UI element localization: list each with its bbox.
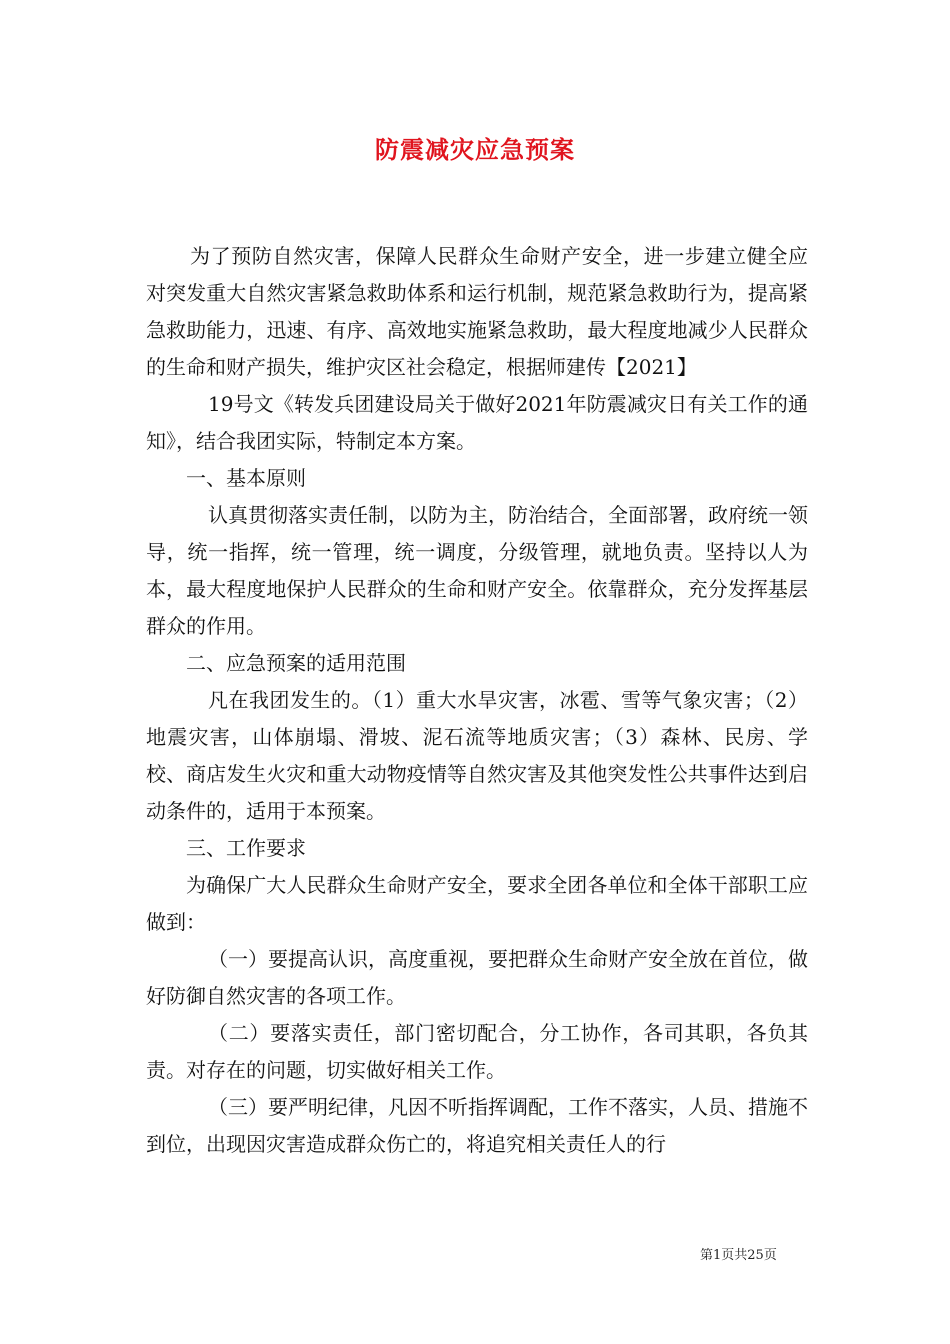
paragraph-scope: 凡在我团发生的。（1）重大水旱灾害，冰雹、雪等气象灾害；（2）地震灾害，山体崩塌、滑坡、泥石流等地质灾害；（3）森林、民房、学校、商店发生火灾和重大动物疫情等自然灾害及其他突发性公共事件达到启动条件的，适用于本预案。 (146, 688, 808, 823)
section-heading-scope: 二、应急预案的适用范围 (186, 651, 406, 675)
section-heading-principles: 一、基本原则 (186, 466, 306, 490)
paragraph-requirements: 为确保广大人民群众生命财产安全，要求全团各单位和全体干部职工应做到： (146, 873, 808, 934)
page-number: 第1页共25页 (700, 1248, 777, 1263)
document-title: 防震减灾应急预案 (375, 135, 575, 164)
section-heading-requirements: 三、工作要求 (186, 836, 306, 860)
paragraph-requirement-1: （一）要提高认识，高度重视，要把群众生命财产安全放在首位，做好防御自然灾害的各项工作。 (146, 947, 808, 1008)
paragraph-intro: 为了预防自然灾害，保障人民群众生命财产安全，进一步建立健全应对突发重大自然灾害紧急救助体系和运行机制，规范紧急救助行为，提高紧急救助能力，迅速、有序、高效地实施紧急救助，最大程度地减少人民群众的生命和财产损失，维护灾区社会稳定，根据师建传【2021】 (146, 244, 808, 379)
paragraph-principles: 认真贯彻落实责任制，以防为主，防治结合，全面部署，政府统一领导，统一指挥，统一管理，统一调度，分级管理，就地负责。坚持以人为本，最大程度地保护人民群众的生命和财产安全。依靠群众，充分发挥基层群众的作用。 (146, 503, 808, 638)
paragraph-requirement-2: （二）要落实责任，部门密切配合，分工协作，各司其职，各负其责。对存在的问题，切实做好相关工作。 (146, 1021, 808, 1082)
paragraph-requirement-3: （三）要严明纪律，凡因不听指挥调配，工作不落实，人员、措施不到位，出现因灾害造成群众伤亡的，将追究相关责任人的行 (146, 1095, 808, 1156)
document-body (146, 238, 808, 1163)
paragraph-reference: 19号文《转发兵团建设局关于做好2021年防震减灾日有关工作的通知》，结合我团实际，特制定本方案。 (146, 392, 808, 453)
